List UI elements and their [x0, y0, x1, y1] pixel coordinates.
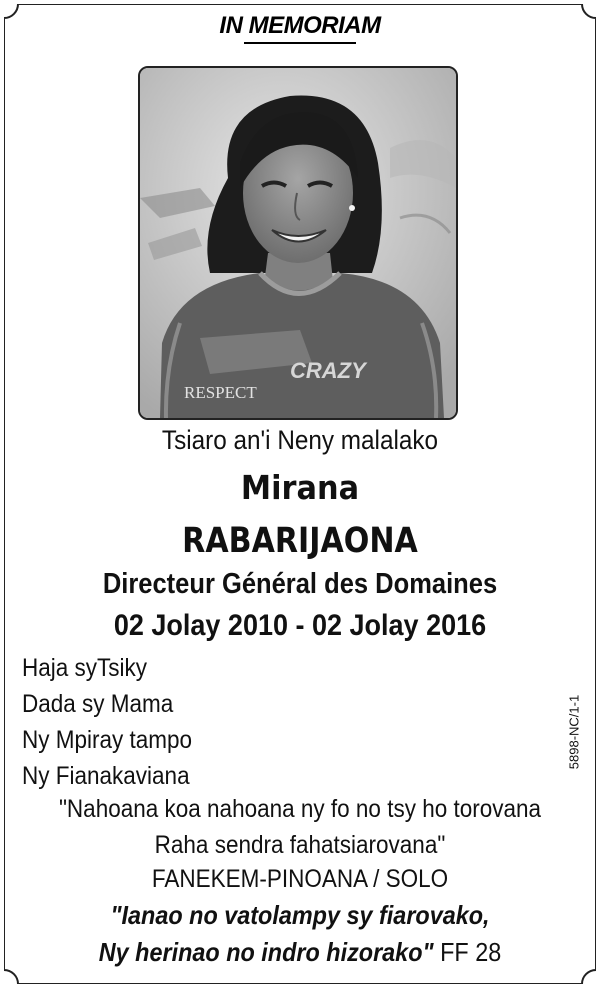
header-title: IN MEMORIAM [219, 12, 381, 39]
header-underline [244, 42, 356, 44]
portrait-photo [138, 66, 458, 420]
notice-header [0, 12, 600, 40]
family-item: Haja syTsiky [22, 654, 148, 682]
portrait-illustration [140, 68, 456, 418]
verse-line-2-text: Ny herinao no indro hizorako" [98, 937, 434, 967]
family-item: Dada sy Mama [22, 690, 174, 718]
quote-line-1: "Nahoana koa nahoana ny fo no tsy ho torovana [58, 795, 542, 823]
reference-code-text: 5898-NC/1-1 [566, 694, 582, 770]
verse-line-1: "Ianao no vatolampy sy fiarovako, [110, 900, 490, 930]
verse-line-2 [30, 937, 570, 968]
verse-citation: FF 28 [440, 937, 502, 967]
person-last-name: RABARIJAONA [182, 521, 418, 561]
reference-code [562, 672, 586, 792]
family-item: Ny Fianakaviana [22, 762, 190, 790]
shirt-text-crazy: CRAZY [290, 358, 366, 383]
quote-line-2: Raha sendra fahatsiarovana" [154, 831, 446, 859]
family-item: Ny Mpiray tampo [22, 726, 193, 754]
person-dates: 02 Jolay 2010 - 02 Jolay 2016 [113, 609, 487, 642]
person-first-name: Mirana [240, 468, 360, 507]
dedication-line: Tsiaro an'i Neny malalako [161, 425, 439, 455]
family-signature: FANEKEM-PINOANA / SOLO [151, 865, 449, 893]
shirt-text-respect: RESPECT [184, 383, 257, 402]
family-list [22, 650, 211, 794]
person-title: Directeur Général des Domaines [102, 568, 498, 600]
